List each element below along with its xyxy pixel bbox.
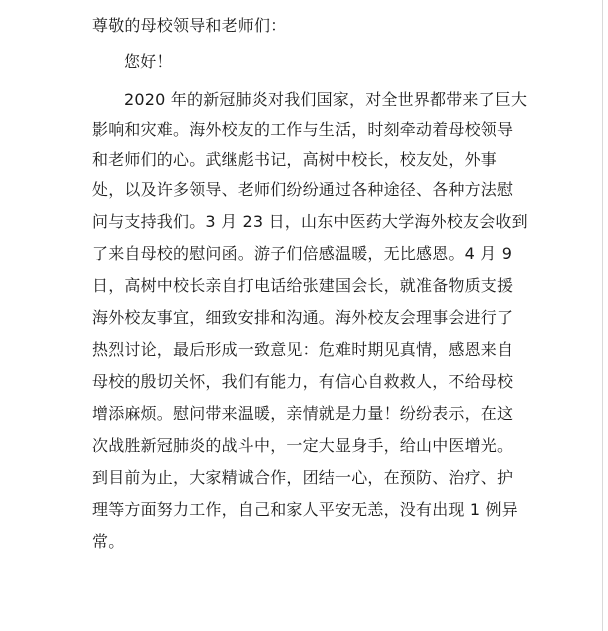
paragraph-line: 了来自母校的慰问函。游子们倍感温暖，无比感恩。4 月 9: [92, 244, 513, 263]
paragraph-line: 影响和灾难。海外校友的工作与生活，时刻牵动着母校领导: [92, 120, 514, 139]
paragraph-line: 海外校友事宜，细致安排和沟通。海外校友会理事会进行了: [92, 308, 514, 327]
paragraph-line: 2020 年的新冠肺炎对我们国家，对全世界都带来了巨大: [124, 90, 528, 109]
paragraph-line: 母校的殷切关怀，我们有能力，有信心自救救人，不给母校: [92, 372, 514, 391]
paragraph-line: 处，以及许多领导、老师们纷纷通过各种途径、各种方法慰: [92, 180, 514, 199]
paragraph-line: 日，高树中校长亲自打电话给张建国会长，就准备物质支援: [92, 276, 514, 295]
paragraph-line: 问与支持我们。3 月 23 日，山东中医药大学海外校友会收到: [92, 212, 528, 231]
page-edge-divider: [602, 0, 603, 631]
letter-salutation: 尊敬的母校领导和老师们：: [92, 16, 287, 35]
paragraph-line: 增添麻烦。慰问带来温暖，亲情就是力量！纷纷表示，在这: [92, 404, 514, 423]
paragraph-line: 常。: [92, 532, 125, 551]
paragraph-line: 次战胜新冠肺炎的战斗中，一定大显身手，给山中医增光。: [92, 436, 514, 455]
paragraph-line: 热烈讨论，最后形成一致意见：危难时期见真情，感恩来自: [92, 340, 514, 359]
paragraph-line: 到目前为止，大家精诚合作，团结一心，在预防、治疗、护: [92, 468, 514, 487]
paragraph-line: 和老师们的心。武继彪书记，高树中校长，校友处，外事: [92, 150, 498, 169]
letter-greeting: 您好！: [124, 52, 173, 71]
paragraph-line: 理等方面努力工作，自己和家人平安无恙，没有出现 1 例异: [92, 500, 518, 519]
